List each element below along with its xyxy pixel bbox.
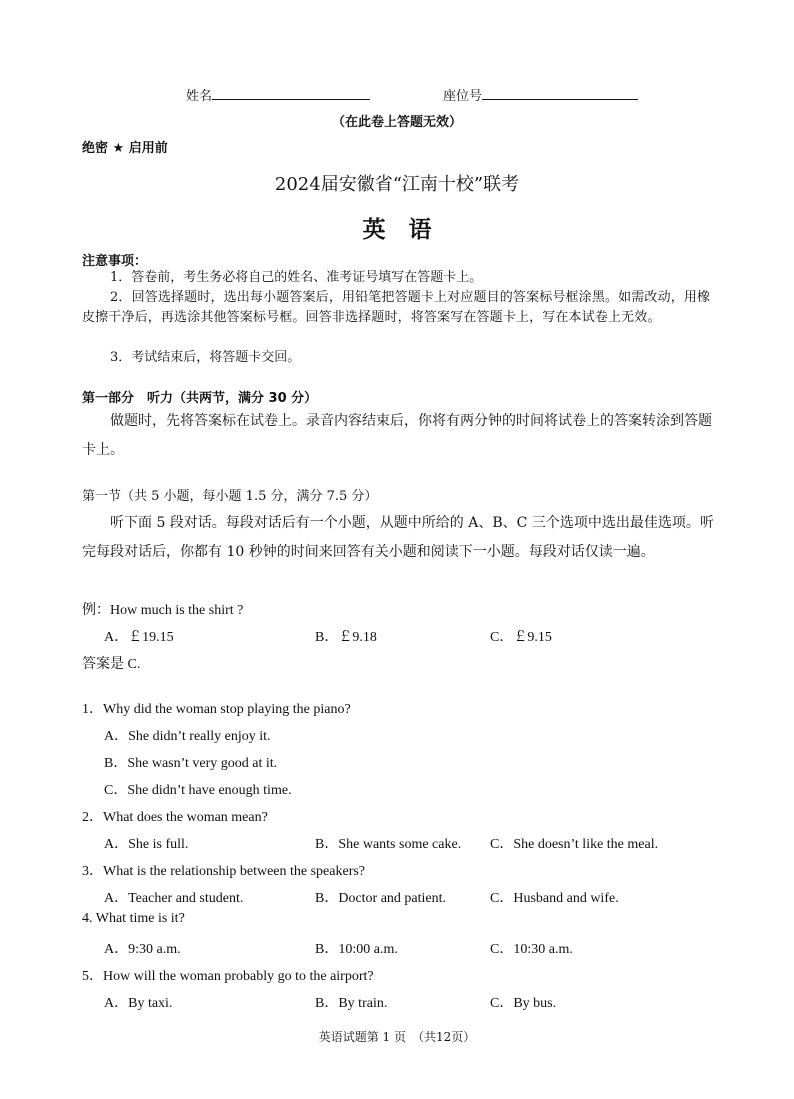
name-field-row [186,85,370,104]
q2-option-c: C．She doesn’t like the meal. [490,837,659,852]
example-option-b: B．￡9.18 [315,630,377,645]
invalid-notice: （在此卷上答题无效） [331,115,462,130]
q3-option-a: A．Teacher and student. [104,891,244,906]
question-5: 5．How will the woman probably go to the airport? [82,969,374,984]
q5-option-b: B．By train. [315,996,388,1011]
seat-field-row [443,85,638,104]
seat-blank-line [482,86,638,100]
q3-option-c: C．Husband and wife. [490,891,619,906]
example-option-c: C．￡9.15 [490,630,552,645]
note-item-3: 3．考试结束后，将答题卡交回。 [110,350,301,365]
q3-option-b: B．Doctor and patient. [315,891,447,906]
example-answer: 答案是 C. [82,657,141,672]
note-item-1: 1．答卷前，考生务必将自己的姓名、准考证号填写在答题卡上。 [110,270,483,285]
part1-heading: 第一部分 听力（共两节，满分 30 分） [82,391,318,406]
q1-option-a: A．She didn’t really enjoy it. [104,729,271,744]
secret-label: 绝密 ★ 启用前 [82,141,168,156]
name-label: 姓名 [186,89,213,104]
question-2: 2．What does the woman mean? [82,810,268,825]
q5-option-c: C．By bus. [490,996,557,1011]
question-1: 1．Why did the woman stop playing the piano? [82,702,351,717]
notes-heading: 注意事项： [82,254,148,269]
example-question: 例：How much is the shirt ? [82,603,244,618]
q4-option-c: C．10:30 a.m. [490,942,573,957]
q1-option-b: B．She wasn’t very good at it. [104,756,278,771]
seat-label: 座位号 [443,89,483,104]
q2-option-b: B．She wants some cake. [315,837,462,852]
question-3: 3．What is the relationship between the speakers? [82,864,366,879]
q4-option-b: B．10:00 a.m. [315,942,398,957]
example-option-a: A．￡19.15 [104,630,174,645]
part1-instruction: 做题时，先将答案标在试卷上。录音内容结束后，你将有两分钟的时间将试卷上的答案转涂到答题卡上。 [82,413,712,458]
subject-title: 英 语 [362,217,432,243]
name-blank-line [212,86,370,100]
section1-instruction: 听下面 5 段对话。每段对话后有一个小题，从题中所给的 A、B、C 三个选项中选出最佳选项。听完每段对话后，你都有 10 秒钟的时间来回答有关小题和阅读下一小题。每段对话仅读一遍。 [82,515,714,560]
page-footer: 英语试题第 1 页 （共12页） [318,1030,476,1044]
q5-option-a: A．By taxi. [104,996,173,1011]
exam-title: 2024届安徽省“江南十校”联考 [274,174,520,195]
q1-option-c: C．She didn’t have enough time. [104,783,292,798]
q4-option-a: A．9:30 a.m. [104,942,181,957]
question-4: 4. What time is it? [82,911,185,926]
note-item-2: 2．回答选择题时，选出每小题答案后，用铅笔把答题卡上对应题目的答案标号框涂黑。如需改动，用橡皮擦干净后，再选涂其他答案标号框。回答非选择题时，将答案写在答题卡上，写在本试卷上无效。 [82,290,711,325]
q2-option-a: A．She is full. [104,837,189,852]
section1-heading: 第一节（共 5 小题，每小题 1.5 分，满分 7.5 分） [82,489,378,504]
